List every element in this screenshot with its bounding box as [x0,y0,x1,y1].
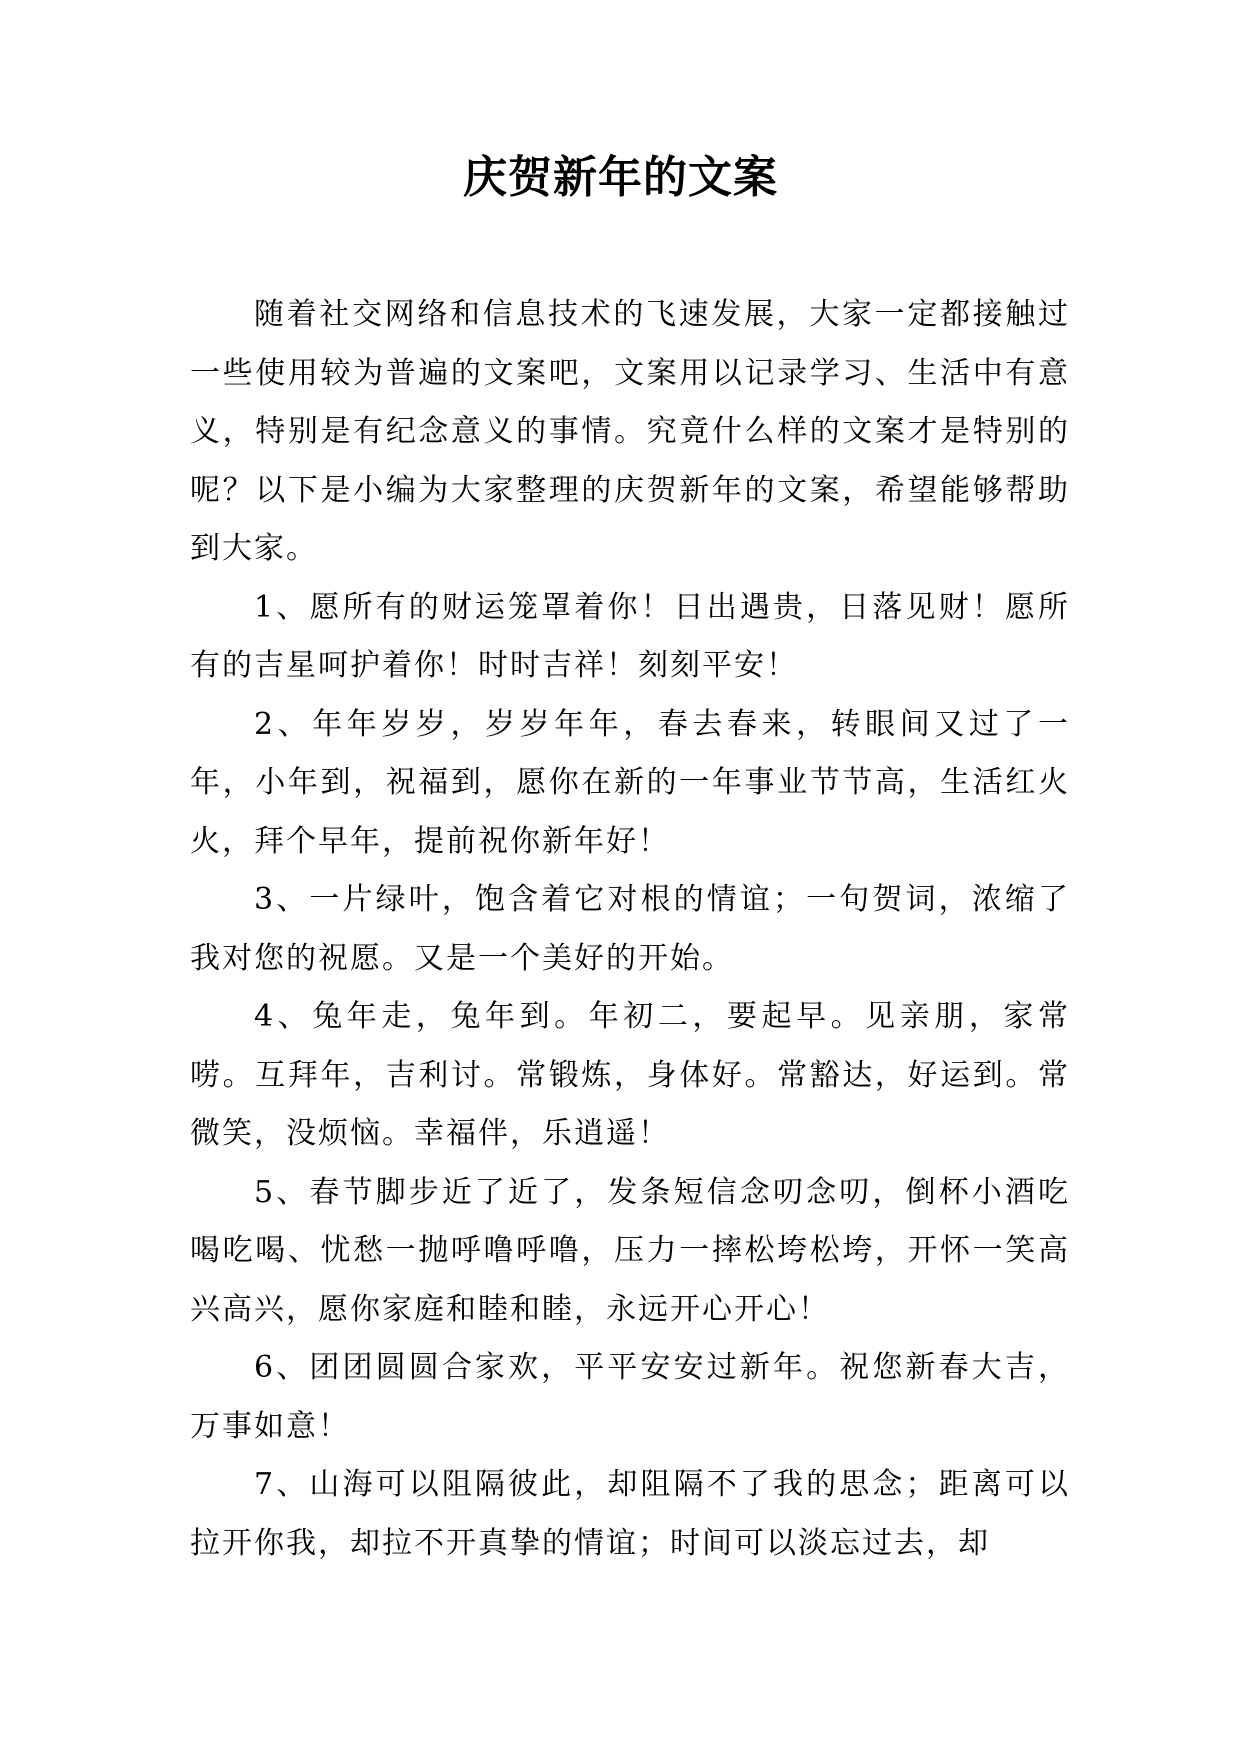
paragraph-item-3: 3、一片绿叶，饱含着它对根的情谊；一句贺词，浓缩了我对您的祝愿。又是一个美好的开始。 [190,882,1070,976]
document-title: 庆贺新年的文案 [463,152,778,203]
paragraph-item-1: 1、愿所有的财运笼罩着你！日出遇贵，日落见财！愿所有的吉星呵护着你！时时吉祥！刻刻平安！ [190,589,1070,683]
document-body [190,286,1070,1573]
paragraph-item-6: 6、团团圆圆合家欢，平平安安过新年。祝您新春大吉，万事如意！ [190,1350,1070,1444]
paragraph-intro: 随着社交网络和信息技术的飞速发展，大家一定都接触过一些使用较为普遍的文案吧，文案用以记录学习、生活中有意义，特别是有纪念意义的事情。究竟什么样的文案才是特别的呢？以下是小编为大家整理的庆贺新年的文案，希望能够帮助到大家。 [190,297,1070,566]
paragraph-item-4: 4、兔年走，兔年到。年初二，要起早。见亲朋，家常唠。互拜年，吉利讨。常锻炼，身体好。常豁达，好运到。常微笑，没烦恼。幸福伴，乐逍遥！ [190,999,1070,1151]
paragraph-item-5: 5、春节脚步近了近了，发条短信念叨念叨，倒杯小酒吃喝吃喝、忧愁一抛呼噜呼噜，压力一摔松垮松垮，开怀一笑高兴高兴，愿你家庭和睦和睦，永远开心开心！ [190,1174,1070,1327]
paragraph-item-2: 2、年年岁岁，岁岁年年，春去春来，转眼间又过了一年，小年到，祝福到，愿你在新的一年事业节节高，生活红火火，拜个早年，提前祝你新年好！ [190,706,1070,859]
paragraph-item-7: 7、山海可以阻隔彼此，却阻隔不了我的思念；距离可以拉开你我，却拉不开真挚的情谊；时间可以淡忘过去，却 [190,1467,1070,1561]
